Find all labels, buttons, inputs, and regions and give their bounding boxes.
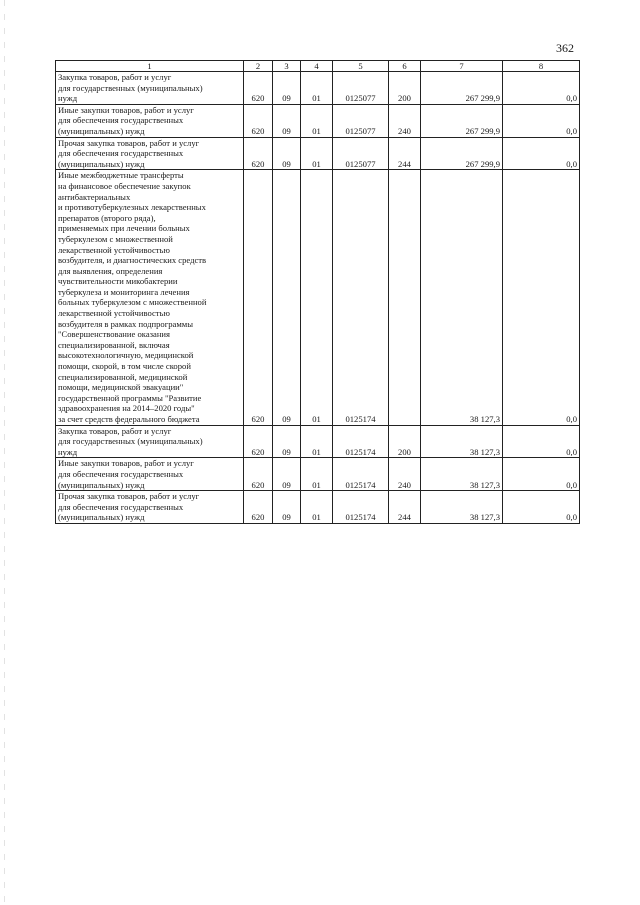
description-line: (муниципальных) нужд bbox=[58, 479, 145, 490]
section-code: 09 bbox=[273, 170, 301, 425]
expense-type-code bbox=[389, 170, 421, 425]
chapter-code: 620 bbox=[244, 491, 273, 524]
description-line: для выявления, определения bbox=[58, 265, 163, 276]
description-line: препаратов (второго ряда), bbox=[58, 212, 156, 223]
section-code: 09 bbox=[273, 491, 301, 524]
amount-cell: 38 127,3 bbox=[421, 425, 503, 458]
column-header: 8 bbox=[503, 61, 580, 72]
column-header: 6 bbox=[389, 61, 421, 72]
table-row bbox=[56, 425, 580, 458]
description-line: для государственных (муниципальных) bbox=[58, 82, 203, 93]
description-line: нужд bbox=[58, 93, 78, 104]
description-line: Иные закупки товаров, работ и услуг bbox=[58, 458, 194, 469]
amount-cell: 38 127,3 bbox=[421, 491, 503, 524]
description-line: лекарственной устойчивостью bbox=[58, 244, 170, 255]
row-description bbox=[56, 137, 244, 170]
subsection-code: 01 bbox=[301, 425, 333, 458]
description-line: Прочая закупка товаров, работ и услуг bbox=[58, 137, 200, 148]
description-line: "Совершенствование оказания bbox=[58, 329, 170, 340]
description-line: нужд bbox=[58, 446, 78, 457]
description-line: больных туберкулезом с множественной bbox=[58, 297, 207, 308]
column-header: 2 bbox=[244, 61, 273, 72]
description-line: на финансовое обеспечение закупок bbox=[58, 180, 191, 191]
expense-type-code: 240 bbox=[389, 458, 421, 491]
description-line: помощи, скорой, в том числе скорой bbox=[58, 361, 191, 372]
row-description bbox=[56, 72, 244, 105]
table-row bbox=[56, 72, 580, 105]
scan-edge-mark bbox=[4, 0, 5, 905]
table-body bbox=[56, 72, 580, 524]
amount-cell: 38 127,3 bbox=[421, 170, 503, 425]
page-number: 362 bbox=[556, 41, 574, 55]
subsection-code: 01 bbox=[301, 458, 333, 491]
section-code: 09 bbox=[273, 104, 301, 137]
description-line: Закупка товаров, работ и услуг bbox=[58, 72, 172, 82]
chapter-code: 620 bbox=[244, 170, 273, 425]
description-line: специализированной, медицинской bbox=[58, 371, 188, 382]
column-header: 5 bbox=[333, 61, 389, 72]
expense-type-code: 244 bbox=[389, 491, 421, 524]
target-article-code: 0125174 bbox=[333, 458, 389, 491]
description-line: Закупка товаров, работ и услуг bbox=[58, 425, 172, 436]
description-line: (муниципальных) нужд bbox=[58, 158, 145, 169]
chapter-code: 620 bbox=[244, 425, 273, 458]
expense-type-code: 200 bbox=[389, 425, 421, 458]
section-code: 09 bbox=[273, 425, 301, 458]
change-amount-cell: 0,0 bbox=[503, 458, 580, 491]
amount-cell: 267 299,9 bbox=[421, 137, 503, 170]
chapter-code: 620 bbox=[244, 137, 273, 170]
row-description bbox=[56, 425, 244, 458]
change-amount-cell: 0,0 bbox=[503, 137, 580, 170]
description-line: и противотуберкулезных лекарственных bbox=[58, 202, 206, 213]
description-line: для государственных (муниципальных) bbox=[58, 436, 203, 447]
budget-table bbox=[55, 60, 580, 524]
amount-cell: 38 127,3 bbox=[421, 458, 503, 491]
description-line: для обеспечения государственных bbox=[58, 501, 184, 512]
column-header: 7 bbox=[421, 61, 503, 72]
description-line: возбудителя, и диагностических средств bbox=[58, 255, 207, 266]
expense-type-code: 244 bbox=[389, 137, 421, 170]
change-amount-cell: 0,0 bbox=[503, 104, 580, 137]
expense-type-code: 200 bbox=[389, 72, 421, 105]
description-line: антибактериальных bbox=[58, 191, 131, 202]
table-row bbox=[56, 491, 580, 524]
target-article-code: 0125077 bbox=[333, 104, 389, 137]
description-line: для обеспечения государственных bbox=[58, 148, 184, 159]
description-line: за счет средств федерального бюджета bbox=[58, 414, 200, 424]
change-amount-cell: 0,0 bbox=[503, 72, 580, 105]
description-line: Иные закупки товаров, работ и услуг bbox=[58, 104, 194, 115]
target-article-code: 0125174 bbox=[333, 170, 389, 425]
description-line: помощи, медицинской эвакуации" bbox=[58, 382, 184, 393]
row-description bbox=[56, 458, 244, 491]
table-row bbox=[56, 104, 580, 137]
description-line: здравоохранения на 2014–2020 годы" bbox=[58, 403, 195, 414]
description-line: применяемых при лечении больных bbox=[58, 223, 190, 234]
target-article-code: 0125077 bbox=[333, 137, 389, 170]
section-code: 09 bbox=[273, 137, 301, 170]
section-code: 09 bbox=[273, 458, 301, 491]
description-line: лекарственной устойчивостью bbox=[58, 308, 170, 319]
row-description bbox=[56, 491, 244, 524]
description-line: специализированной, включая bbox=[58, 339, 170, 350]
target-article-code: 0125077 bbox=[333, 72, 389, 105]
table-row bbox=[56, 458, 580, 491]
description-line: туберкулеза и мониторинга лечения bbox=[58, 286, 190, 297]
description-line: высокотехнологичную, медицинской bbox=[58, 350, 194, 361]
change-amount-cell: 0,0 bbox=[503, 425, 580, 458]
column-header: 4 bbox=[301, 61, 333, 72]
description-line: (муниципальных) нужд bbox=[58, 512, 145, 523]
description-line: (муниципальных) нужд bbox=[58, 125, 145, 136]
target-article-code: 0125174 bbox=[333, 425, 389, 458]
description-line: чувствительности микобактерии bbox=[58, 276, 178, 287]
description-line: возбудителя в рамках подпрограммы bbox=[58, 318, 193, 329]
description-line: туберкулезом с множественной bbox=[58, 233, 173, 244]
subsection-code: 01 bbox=[301, 491, 333, 524]
target-article-code: 0125174 bbox=[333, 491, 389, 524]
amount-cell: 267 299,9 bbox=[421, 104, 503, 137]
row-description bbox=[56, 104, 244, 137]
chapter-code: 620 bbox=[244, 458, 273, 491]
row-description bbox=[56, 170, 244, 425]
column-header: 3 bbox=[273, 61, 301, 72]
subsection-code: 01 bbox=[301, 72, 333, 105]
section-code: 09 bbox=[273, 72, 301, 105]
subsection-code: 01 bbox=[301, 104, 333, 137]
description-line: государственной программы "Развитие bbox=[58, 392, 202, 403]
description-line: для обеспечения государственных bbox=[58, 115, 184, 126]
change-amount-cell: 0,0 bbox=[503, 170, 580, 425]
table-header-row bbox=[56, 61, 580, 72]
column-header: 1 bbox=[56, 61, 244, 72]
subsection-code: 01 bbox=[301, 137, 333, 170]
change-amount-cell: 0,0 bbox=[503, 491, 580, 524]
chapter-code: 620 bbox=[244, 72, 273, 105]
expense-type-code: 240 bbox=[389, 104, 421, 137]
table-row bbox=[56, 137, 580, 170]
chapter-code: 620 bbox=[244, 104, 273, 137]
table-row bbox=[56, 170, 580, 425]
description-line: Иные межбюджетные трансферты bbox=[58, 170, 184, 181]
description-line: для обеспечения государственных bbox=[58, 468, 184, 479]
amount-cell: 267 299,9 bbox=[421, 72, 503, 105]
subsection-code: 01 bbox=[301, 170, 333, 425]
description-line: Прочая закупка товаров, работ и услуг bbox=[58, 491, 200, 502]
